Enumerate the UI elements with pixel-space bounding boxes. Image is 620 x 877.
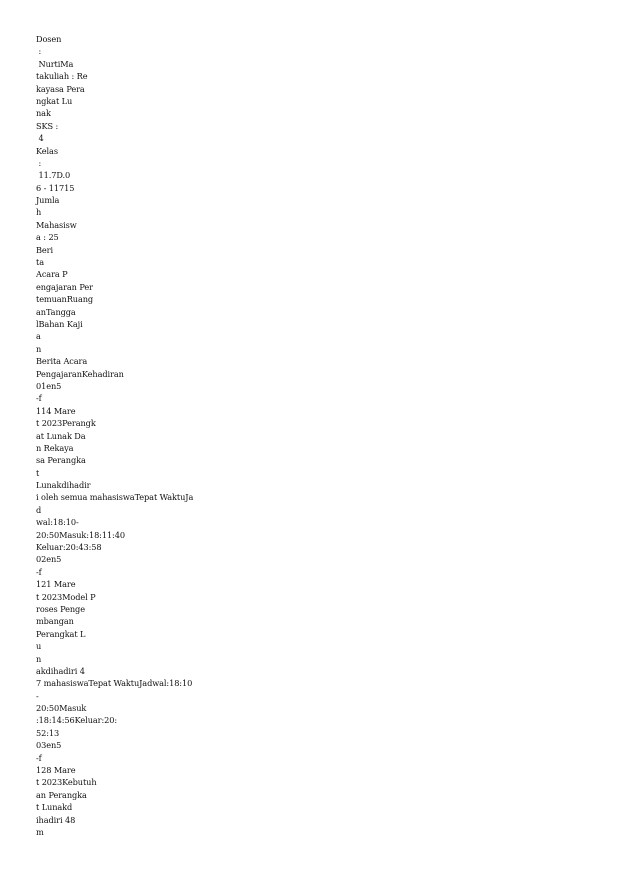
text-line: Perangkat L — [36, 628, 86, 639]
text-line: Kelas — [36, 145, 58, 156]
text-line: 4 — [36, 133, 44, 144]
text-line: SKS : — [36, 120, 59, 131]
text-line: t Lunakd — [36, 802, 73, 813]
text-line: ihadiri 48 — [36, 814, 76, 825]
text-line: d — [36, 504, 42, 515]
text-line: roses Penge — [36, 603, 85, 614]
document-text — [36, 33, 193, 838]
text-line: anTangga — [36, 306, 76, 317]
text-line: Jumla — [36, 195, 60, 206]
text-line: n — [36, 343, 42, 354]
text-line: 01en5 — [36, 380, 62, 391]
text-line: n Rekaya — [36, 442, 74, 453]
text-line: i oleh semua mahasiswaTepat WaktuJa — [36, 492, 194, 503]
text-line: -f — [36, 752, 42, 763]
text-line: 11.7D.0 — [36, 170, 71, 181]
text-line: Keluar:20:43:58 — [36, 542, 102, 553]
text-line: 114 Mare — [36, 405, 76, 416]
text-line: a : 25 — [36, 232, 59, 243]
text-line: -f — [36, 393, 42, 404]
text-line: PengajaranKehadiran — [36, 368, 124, 379]
text-line: Lunakdihadir — [36, 480, 91, 491]
text-line: 20:50Masuk:18:11:40 — [36, 529, 125, 540]
text-line: 20:50Masuk — [36, 703, 87, 714]
text-line: u — [36, 641, 42, 652]
text-line: mbangan — [36, 616, 74, 627]
text-line: wal:18:10- — [36, 517, 79, 528]
text-line: m — [36, 827, 44, 837]
text-line: a — [36, 331, 41, 342]
text-line: n — [36, 653, 42, 664]
text-line: takuliah : Re — [36, 71, 88, 82]
text-line: Acara P — [36, 269, 68, 280]
text-line: Beri — [36, 244, 53, 255]
text-line: NurtiMa — [36, 58, 74, 69]
text-line: : — [36, 46, 42, 57]
text-line: 128 Mare — [36, 765, 76, 776]
text-line: sa Perangka — [36, 455, 86, 466]
text-line: engajaran Per — [36, 281, 93, 292]
text-line: an Perangka — [36, 789, 87, 800]
text-line: Mahasisw — [36, 219, 77, 230]
text-line: 7 mahasiswaTepat WaktuJadwal:18:10 — [36, 678, 193, 689]
text-line: ta — [36, 257, 44, 268]
text-line: : — [36, 157, 42, 168]
text-line: - — [36, 690, 39, 701]
text-line: -f — [36, 566, 42, 577]
text-line: temuanRuang — [36, 294, 94, 305]
text-line: t 2023Kebutuh — [36, 777, 97, 788]
text-line: akdihadiri 4 — [36, 665, 85, 676]
text-line: kayasa Pera — [36, 83, 85, 94]
text-line: nak — [36, 108, 51, 119]
text-line: 03en5 — [36, 740, 62, 751]
text-line: Dosen — [36, 34, 62, 44]
text-line: t 2023Model P — [36, 591, 96, 602]
text-line: h — [36, 207, 42, 218]
text-line: ngkat Lu — [36, 95, 73, 106]
text-line: at Lunak Da — [36, 430, 86, 441]
text-line: 6 - 11715 — [36, 182, 75, 193]
text-line: 02en5 — [36, 554, 62, 565]
text-line: :18:14:56Keluar:20: — [36, 715, 117, 726]
text-line: 121 Mare — [36, 579, 76, 590]
text-line: Berita Acara — [36, 356, 88, 367]
text-line: t 2023Perangk — [36, 418, 96, 429]
text-line: 52:13 — [36, 727, 60, 738]
text-line: t — [36, 467, 40, 478]
text-line: lBahan Kaji — [36, 318, 83, 329]
